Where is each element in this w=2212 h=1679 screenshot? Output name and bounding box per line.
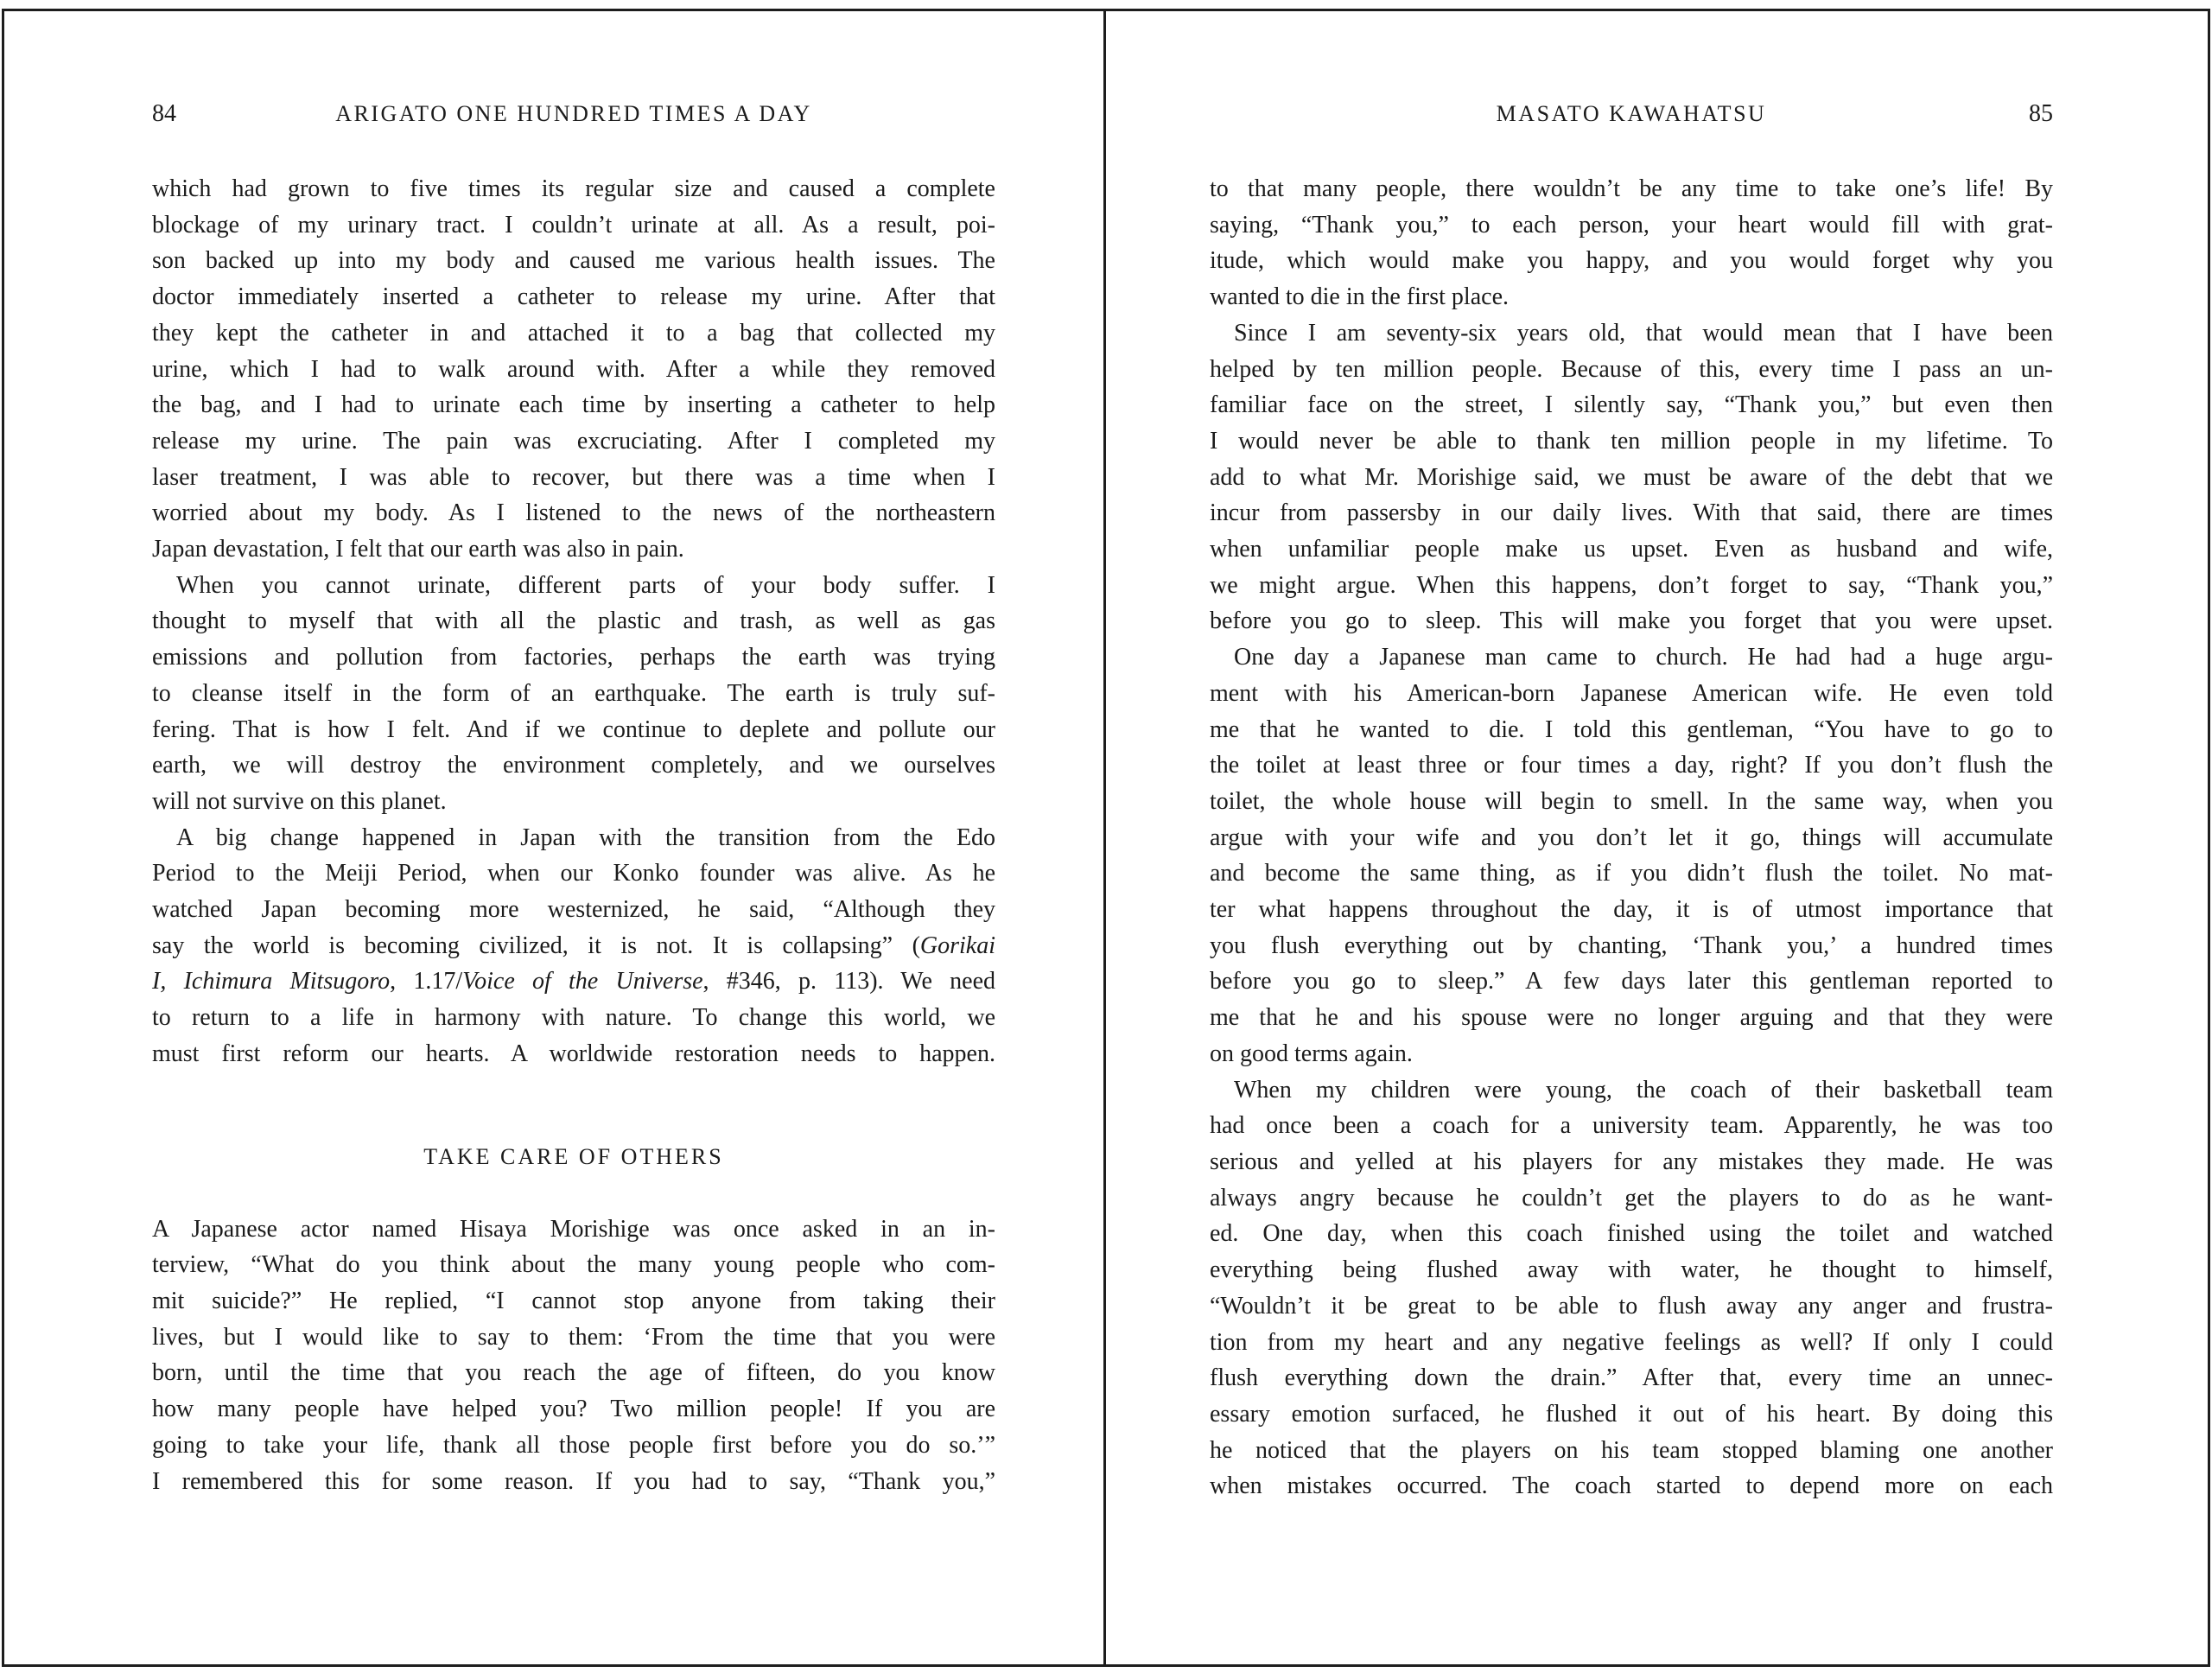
text-line: [1210, 1036, 2053, 1072]
body-text: helped by ten million people. Because of this, every time I pass an un-: [1210, 355, 2053, 383]
text-line: [1210, 568, 2053, 604]
body-text: incur from passersby in our daily lives. With that said, there are times: [1210, 499, 2053, 527]
text-line: [152, 639, 995, 676]
text-line: [1210, 207, 2053, 244]
italic-text: I, Ichimura Mitsugoro: [152, 968, 391, 995]
italic-text: Voice of the Universe: [462, 968, 703, 995]
body-text: to that many people, there wouldn’t be any time to take one’s life! By: [1210, 175, 2053, 202]
text-line: [1210, 639, 2053, 676]
body-text: son backed up into my body and caused me various health issues. The: [152, 247, 995, 275]
text-line: [152, 279, 995, 315]
text-line: [1210, 171, 2053, 207]
text-line: [152, 352, 995, 388]
text-line: [152, 964, 995, 1000]
body-text: saying, “Thank you,” to each person, your heart would fill with grat-: [1210, 211, 2053, 238]
body-text: terview, “What do you think about the many young people who com-: [152, 1251, 995, 1279]
left-page-body: [152, 171, 995, 1499]
text-line: [1210, 855, 2053, 892]
text-line: [1210, 747, 2053, 784]
body-text: A big change happened in Japan with the transition from the Edo: [176, 824, 995, 851]
body-text: everything being flushed away with water, he thought to himself,: [1210, 1256, 2053, 1284]
body-text: laser treatment, I was able to recover, but there was a time when I: [152, 463, 995, 491]
text-line: [152, 568, 995, 604]
body-text: argue with your wife and you don’t let it go, things will accumulate: [1210, 824, 2053, 851]
text-line: [1210, 315, 2053, 352]
body-text: fering. That is how I felt. And if we continue to deplete and pollute our: [152, 715, 995, 743]
text-line: [1210, 423, 2053, 460]
text-line: [152, 1247, 995, 1283]
text-line: [152, 1355, 995, 1391]
body-text: born, until the time that you reach the age of fifteen, do you know: [152, 1359, 995, 1387]
text-line: [152, 1320, 995, 1356]
body-text: I remembered this for some reason. If you had to say, “Thank you,”: [152, 1467, 995, 1495]
body-text: the bag, and I had to urinate each time by inserting a catheter to help: [152, 391, 995, 419]
body-text: earth, we will destroy the environment completely, and we ourselves: [152, 752, 995, 779]
body-text: add to what Mr. Morishige said, we must be aware of the debt that we: [1210, 463, 2053, 491]
text-line: [152, 460, 995, 496]
body-text: A Japanese actor named Hisaya Morishige was once asked in an in-: [152, 1215, 995, 1243]
body-text: say the world is becoming civilized, it is not. It is collapsing” (: [152, 932, 920, 959]
body-text: to cleanse itself in the form of an earthquake. The earth is truly suf-: [152, 679, 995, 707]
text-line: [152, 1000, 995, 1036]
paragraph: [1210, 639, 2053, 1072]
body-text: “Wouldn’t it be great to be able to flush away any anger and frustra-: [1210, 1292, 2053, 1320]
text-line: [1210, 784, 2053, 820]
text-line: [1210, 603, 2053, 639]
text-line: [152, 747, 995, 784]
paragraph: [1210, 315, 2053, 639]
body-text: worried about my body. As I listened to the news of the northeastern: [152, 499, 995, 527]
body-text: will not survive on this planet.: [152, 787, 447, 815]
paragraph: [152, 568, 995, 820]
text-line: [152, 712, 995, 748]
italic-text: Gorikai: [919, 932, 995, 959]
body-text: he noticed that the players on his team stopped blaming one another: [1210, 1436, 2053, 1464]
body-text: emissions and pollution from factories, perhaps the earth was trying: [152, 644, 995, 671]
text-line: [1210, 1252, 2053, 1288]
running-head: ARIGATO ONE HUNDRED TIMES A DAY: [335, 101, 812, 126]
body-text: essary emotion surfaced, he flushed it out of his heart. By doing this: [1210, 1400, 2053, 1428]
text-line: [1210, 1288, 2053, 1325]
text-line: [1210, 1216, 2053, 1252]
text-line: [1210, 1180, 2053, 1217]
text-line: [152, 855, 995, 892]
body-text: Period to the Meiji Period, when our Konko founder was alive. As he: [152, 860, 995, 887]
paragraph: [152, 171, 995, 568]
text-line: [152, 315, 995, 352]
right-page-header: [1210, 99, 2053, 129]
body-text: serious and yelled at his players for any mistakes they made. He was: [1210, 1148, 2053, 1175]
text-line: [152, 531, 995, 568]
body-text: tion from my heart and any negative feelings as well? If only I could: [1210, 1328, 2053, 1356]
body-text: urine, which I had to walk around with. After a while they removed: [152, 355, 995, 383]
text-line: [152, 423, 995, 460]
text-line: [152, 676, 995, 712]
text-line: [1210, 1072, 2053, 1109]
body-text: and become the same thing, as if you didn’t flush the toilet. No mat-: [1210, 860, 2053, 887]
text-line: [152, 1464, 995, 1500]
body-text: I would never be able to thank ten million people in my lifetime. To: [1210, 427, 2053, 455]
section-heading: TAKE CARE OF OTHERS: [423, 1143, 724, 1169]
body-text: itude, which would make you happy, and you would forget why you: [1210, 247, 2053, 275]
body-text: wanted to die in the first place.: [1210, 283, 1509, 311]
text-line: [1210, 352, 2053, 388]
body-text: we might argue. When this happens, don’t forget to say, “Thank you,”: [1210, 571, 2053, 599]
body-text: flush everything down the drain.” After that, every time an unnec-: [1210, 1364, 2053, 1392]
text-line: [1210, 1396, 2053, 1433]
text-line: [1210, 1325, 2053, 1361]
body-text: must first reform our hearts. A worldwide restoration needs to happen.: [152, 1040, 995, 1067]
text-line: [1210, 387, 2053, 423]
text-line: [1210, 928, 2053, 964]
body-text: ment with his American-born Japanese American wife. He even told: [1210, 679, 2053, 707]
body-text: thought to myself that with all the plastic and trash, as well as gas: [152, 607, 995, 635]
text-line: [1210, 820, 2053, 856]
body-text: on good terms again.: [1210, 1040, 1413, 1067]
page-gutter-divider: [1103, 9, 1106, 1667]
text-line: [1210, 712, 2053, 748]
body-text: Since I am seventy-six years old, that would mean that I have been: [1234, 319, 2053, 347]
running-head: MASATO KAWAHATSU: [1496, 101, 1767, 126]
text-line: [152, 892, 995, 928]
text-line: [152, 1391, 995, 1428]
paragraph: [1210, 171, 2053, 315]
body-text: familiar face on the street, I silently say, “Thank you,” but even then: [1210, 391, 2053, 419]
text-line: [1210, 1433, 2053, 1469]
body-text: they kept the catheter in and attached it to a bag that collected my: [152, 319, 995, 347]
body-text: , 1.17/: [390, 968, 463, 995]
body-text: watched Japan becoming more westernized, he said, “Although they: [152, 896, 995, 924]
text-line: [152, 1283, 995, 1320]
body-text: release my urine. The pain was excruciating. After I completed my: [152, 427, 995, 455]
body-text: the toilet at least three or four times a day, right? If you don’t flush the: [1210, 752, 2053, 779]
text-line: [152, 1212, 995, 1248]
body-text: ed. One day, when this coach finished using the toilet and watched: [1210, 1220, 2053, 1248]
body-text: before you go to sleep. This will make you forget that you were upset.: [1210, 607, 2053, 635]
text-line: [1210, 279, 2053, 315]
text-line: [152, 387, 995, 423]
body-text: when unfamiliar people make us upset. Even as husband and wife,: [1210, 536, 2053, 563]
body-text: , #346, p. 113). We need: [702, 968, 996, 995]
text-line: [152, 1036, 995, 1072]
body-text: mit suicide?” He replied, “I cannot stop anyone from taking their: [152, 1287, 995, 1314]
text-line: [152, 207, 995, 244]
body-text: how many people have helped you? Two million people! If you are: [152, 1396, 995, 1423]
body-text: to return to a life in harmony with nature. To change this world, we: [152, 1004, 995, 1032]
text-line: [1210, 1468, 2053, 1504]
body-text: ter what happens throughout the day, it is of utmost importance that: [1210, 896, 2053, 924]
body-text: you flush everything out by chanting, ‘Thank you,’ a hundred times: [1210, 932, 2053, 959]
body-text: lives, but I would like to say to them: ‘From the time that you were: [152, 1323, 995, 1351]
text-line: [152, 171, 995, 207]
body-text: When you cannot urinate, different parts of your body suffer. I: [176, 571, 995, 599]
body-text: doctor immediately inserted a catheter to release my urine. After that: [152, 283, 995, 311]
text-line: [1210, 531, 2053, 568]
text-line: [1210, 892, 2053, 928]
text-line: [152, 1428, 995, 1464]
page-number: 85: [2029, 100, 2053, 127]
left-page-header: [152, 99, 995, 129]
body-text: before you go to sleep.” A few days later this gentleman reported to: [1210, 968, 2053, 995]
text-line: [1210, 1108, 2053, 1144]
paragraph: [1210, 1072, 2053, 1504]
body-text: always angry because he couldn’t get the players to do as he want-: [1210, 1184, 2053, 1212]
body-text: When my children were young, the coach of their basketball team: [1234, 1076, 2053, 1103]
body-text: me that he wanted to die. I told this gentleman, “You have to go to: [1210, 715, 2053, 743]
body-text: One day a Japanese man came to church. He had had a huge argu-: [1234, 644, 2053, 671]
text-line: [1210, 243, 2053, 279]
paragraph: [152, 820, 995, 1072]
body-text: when mistakes occurred. The coach started to depend more on each: [1210, 1472, 2053, 1500]
text-line: [1210, 676, 2053, 712]
text-line: [1210, 1000, 2053, 1036]
text-line: [152, 495, 995, 531]
text-line: [152, 820, 995, 856]
body-text: blockage of my urinary tract. I couldn’t urinate at all. As a result, poi-: [152, 211, 995, 238]
text-line: [152, 243, 995, 279]
text-line: [152, 784, 995, 820]
page-number: 84: [152, 100, 176, 127]
body-text: had once been a coach for a university team. Apparently, he was too: [1210, 1112, 2053, 1140]
text-line: [152, 603, 995, 639]
text-line: [1210, 964, 2053, 1000]
body-text: me that he and his spouse were no longer arguing and that they were: [1210, 1004, 2053, 1032]
text-line: [1210, 495, 2053, 531]
right-page-body: [1210, 171, 2053, 1504]
text-line: [1210, 1360, 2053, 1396]
paragraph: [152, 1212, 995, 1500]
text-line: [1210, 1144, 2053, 1180]
text-line: [1210, 460, 2053, 496]
text-line: [152, 928, 995, 964]
body-text: which had grown to five times its regular size and caused a complete: [152, 175, 995, 202]
body-text: going to take your life, thank all those people first before you do so.’”: [152, 1431, 995, 1459]
body-text: Japan devastation, I felt that our earth was also in pain.: [152, 536, 684, 563]
body-text: toilet, the whole house will begin to smell. In the same way, when you: [1210, 787, 2053, 815]
